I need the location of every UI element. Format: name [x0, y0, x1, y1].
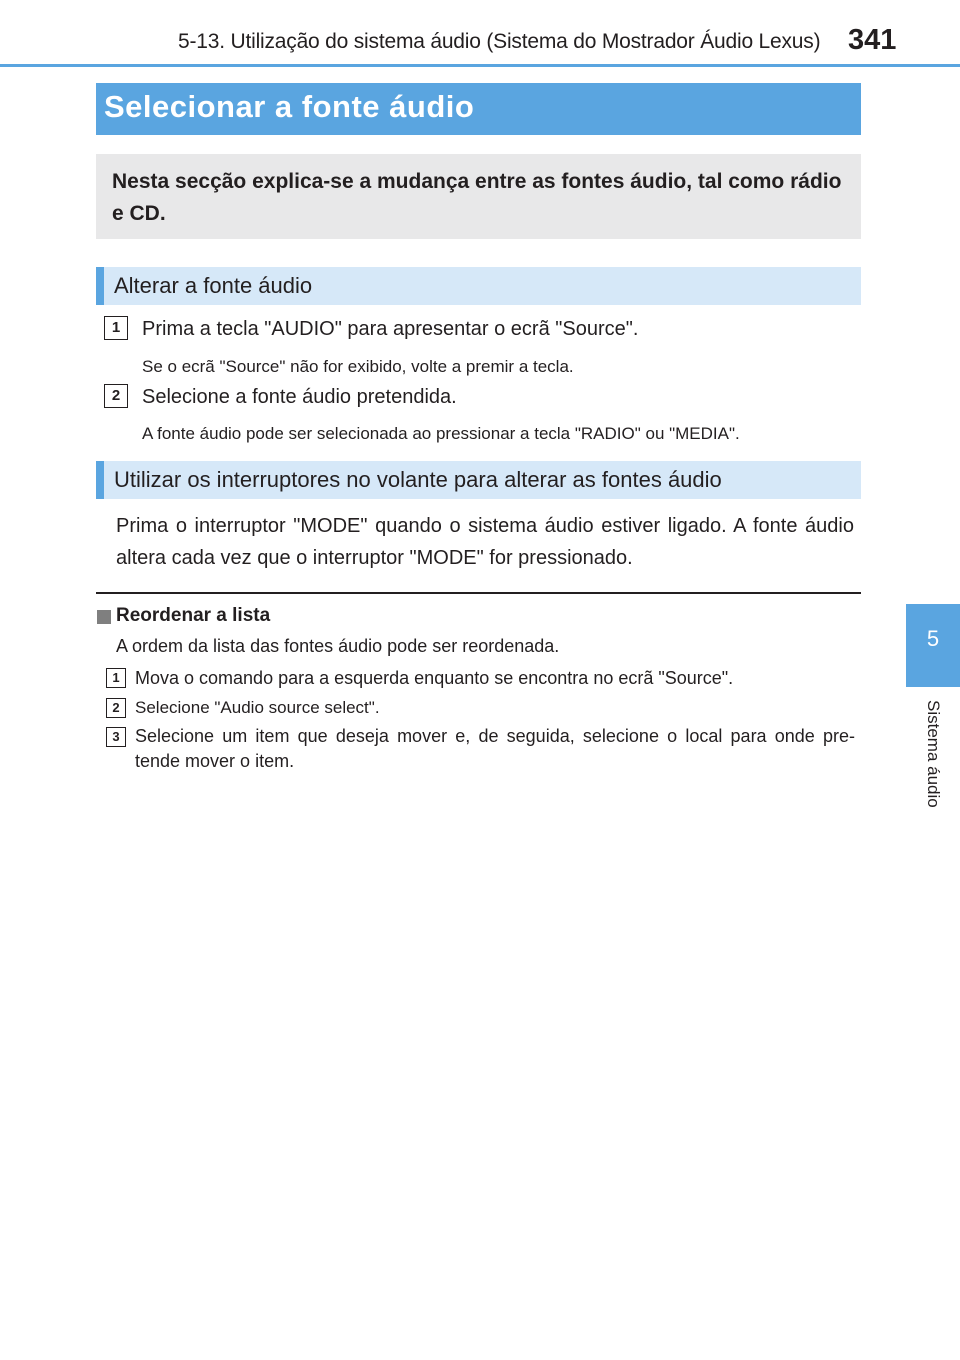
chapter-label-text: Sistema áudio: [924, 700, 943, 808]
section-title: Selecionar a fonte áudio: [104, 89, 475, 124]
reorder-step-3-badge: 3: [106, 727, 126, 747]
reorder-step-3-text: Selecione um item que deseja mover e, de seguida, selecione o local para onde pre-tende mover o item.: [135, 726, 855, 771]
running-header: 5-13. Utilização do sistema áudio (Sistema do Mostrador Áudio Lexus): [178, 30, 821, 53]
step-2-note: A fonte áudio pode ser selecionada ao pressionar a tecla "RADIO" ou "MEDIA".: [142, 424, 740, 443]
chapter-label: [906, 700, 960, 830]
page-number: 341: [848, 24, 897, 56]
step-2-text: Selecione a fonte áudio pretendida.: [142, 386, 457, 408]
steering-switches-paragraph: Prima o interruptor "MODE" quando o sistema áudio estiver ligado. A fonte áudio altera cada vez que o interruptor "MODE" for pressionado.: [116, 515, 854, 569]
reorder-step-1-badge: 1: [106, 668, 126, 688]
step-1-note: Se o ecrã "Source" não for exibido, volte a premir a tecla.: [142, 357, 574, 376]
intro-text: Nesta secção explica-se a mudança entre as fontes áudio, tal como rádio e CD.: [112, 170, 842, 225]
square-bullet-icon: [97, 610, 111, 624]
chapter-number: 5: [926, 626, 940, 651]
subheading-steering-switches-text: Utilizar os interruptores no volante para alterar as fontes áudio: [114, 467, 722, 492]
step-1-text: Prima a tecla "AUDIO" para apresentar o ecrã "Source".: [142, 318, 639, 340]
section-divider: [96, 592, 861, 594]
reorder-description: A ordem da lista das fontes áudio pode ser reordenada.: [116, 636, 560, 656]
step-2-badge: 2: [104, 384, 128, 408]
step-1-badge: 1: [104, 316, 128, 340]
reorder-step-2-text: Selecione "Audio source select".: [135, 698, 380, 717]
header-rule: [0, 64, 960, 67]
reorder-title: Reordenar a lista: [116, 605, 271, 626]
reorder-step-1-text: Mova o comando para a esquerda enquanto se encontra no ecrã "Source".: [135, 668, 734, 688]
subheading-alter-source-text: Alterar a fonte áudio: [114, 273, 313, 298]
reorder-step-2-badge: 2: [106, 698, 126, 718]
